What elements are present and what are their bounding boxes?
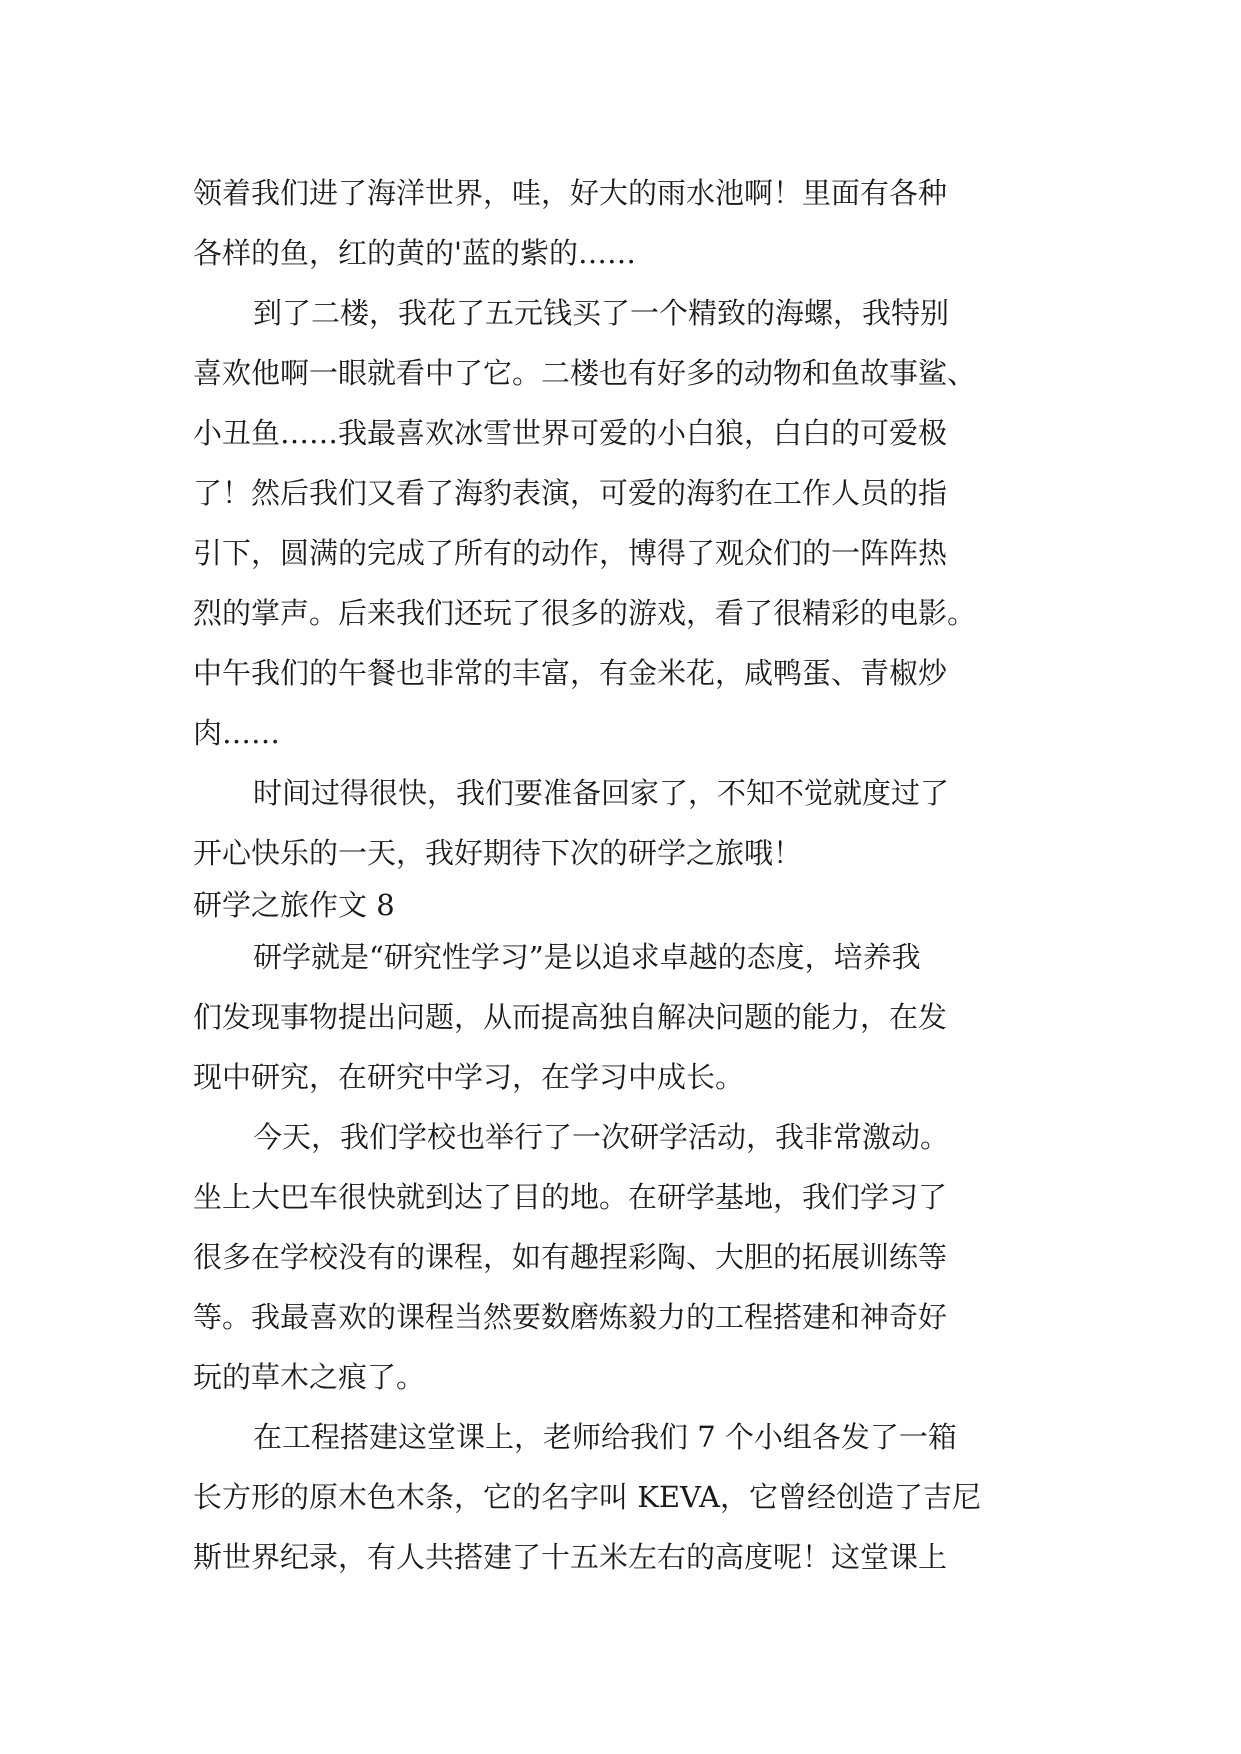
article-body [193, 163, 1053, 1587]
text-line: 了！然后我们又看了海豹表演，可爱的海豹在工作人员的指 [193, 476, 948, 510]
text-line: 斯世界纪录，有人共搭建了十五米左右的高度呢！这堂课上 [193, 1540, 948, 1574]
paragraph-start-line: 到了二楼，我花了五元钱买了一个精致的海螺，我特别 [253, 296, 950, 330]
text-line: 现中研究，在研究中学习，在学习中成长。 [193, 1060, 745, 1094]
text-line: 引下，圆满的完成了所有的动作，博得了观众们的一阵阵热 [193, 536, 948, 570]
text-line: 喜欢他啊一眼就看中了它。二楼也有好多的动物和鱼故事鲨、 [193, 356, 977, 390]
text-line: 烈的掌声。后来我们还玩了很多的游戏，看了很精彩的电影。 [193, 596, 977, 630]
text-line: 中午我们的午餐也非常的丰富，有金米花，咸鸭蛋、青椒炒 [193, 656, 948, 690]
text-line: 坐上大巴车很快就到达了目的地。在研学基地，我们学习了 [193, 1180, 948, 1214]
text-line: 等。我最喜欢的课程当然要数磨炼毅力的工程搭建和神奇好 [193, 1300, 948, 1334]
text-line: 玩的草木之痕了。 [193, 1360, 426, 1394]
text-line: 们发现事物提出问题，从而提高独自解决问题的能力，在发 [193, 1000, 948, 1034]
paragraph-start-line: 在工程搭建这堂课上，老师给我们 7 个小组各发了一箱 [253, 1420, 957, 1454]
text-line: 小丑鱼……我最喜欢冰雪世界可爱的小白狼，白白的可爱极 [193, 416, 948, 450]
text-line: 长方形的原木色木条，它的名字叫 KEVA，它曾经创造了吉尼 [193, 1480, 981, 1514]
text-line: 很多在学校没有的课程，如有趣捏彩陶、大胆的拓展训练等 [193, 1240, 948, 1274]
text-line: 领着我们进了海洋世界，哇，好大的雨水池啊！里面有各种 [193, 176, 948, 210]
paragraph-start-line: 时间过得很快，我们要准备回家了，不知不觉就度过了 [253, 776, 950, 810]
text-line: 各样的鱼，红的黄的'蓝的紫的…… [193, 236, 636, 270]
text-line: 肉…… [193, 716, 281, 750]
section-heading: 研学之旅作文 8 [193, 888, 395, 922]
paragraph-start-line: 今天，我们学校也举行了一次研学活动，我非常激动。 [253, 1120, 950, 1154]
text-line: 开心快乐的一天，我好期待下次的研学之旅哦！ [193, 836, 803, 870]
paragraph-start-line: 研学就是“研究性学习”是以追求卓越的态度，培养我 [253, 940, 921, 974]
